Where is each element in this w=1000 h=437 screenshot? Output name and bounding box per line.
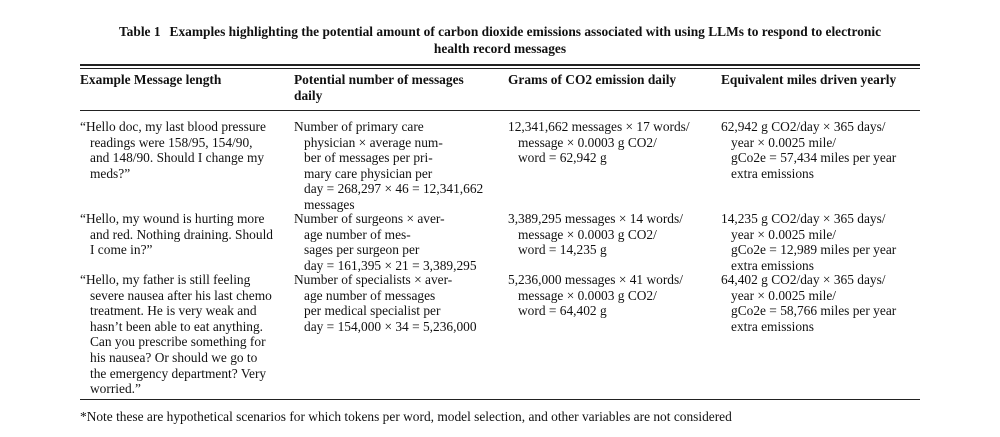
row-2-co2-daily (508, 211, 713, 258)
header-text: Equivalent miles driven yearly (721, 72, 897, 87)
cell-line: severe nausea after his last chemo (90, 287, 272, 303)
cell-line: 62,942 g CO2/day × 365 days/ (721, 119, 886, 134)
cell-line: message × 0.0003 g CO2/ (518, 287, 657, 303)
cell-line: word = 62,942 g (518, 150, 607, 166)
row-1-messages-daily (294, 119, 494, 213)
cell-line: year × 0.0025 mile/ (731, 287, 836, 303)
row-2-messages-daily (294, 211, 494, 273)
row-3-messages-daily (294, 272, 494, 334)
row-3-message (80, 272, 280, 397)
row-2-miles-yearly (721, 211, 921, 273)
cell-line: message × 0.0003 g CO2/ (518, 226, 657, 242)
cell-line: word = 64,402 g (518, 303, 607, 319)
table-bottom-rule (80, 399, 920, 400)
table-top-rule (80, 64, 920, 66)
cell-line: “Hello, my wound is hurting more (80, 211, 265, 226)
cell-line: age number of messages (304, 287, 436, 303)
cell-line: readings were 158/95, 154/90, (90, 134, 253, 150)
cell-line: Can you prescribe something for (90, 334, 266, 350)
header-text: Grams of CO2 emission daily (508, 72, 677, 87)
cell-line: age number of mes- (304, 226, 411, 242)
cell-line: gCo2e = 12,989 miles per year (731, 242, 897, 258)
cell-line: word = 14,235 g (518, 242, 607, 258)
caption-text-1: Examples highlighting the potential amount of carbon dioxide emissions associated with using LLMs to respond to electronic (169, 24, 882, 39)
cell-line: Number of surgeons × aver- (294, 211, 445, 226)
row-3-co2-daily (508, 272, 713, 319)
header-co2-emission-daily (508, 72, 713, 88)
cell-line: 14,235 g CO2/day × 365 days/ (721, 211, 886, 226)
cell-line: day = 154,000 × 34 = 5,236,000 (304, 318, 477, 334)
header-bottom-rule (80, 110, 920, 111)
caption-line-2: health record messages (433, 41, 567, 56)
cell-line: extra emissions (731, 318, 814, 334)
table-top-rule-thin (80, 68, 920, 69)
row-1-co2-daily (508, 119, 713, 166)
cell-line: his nausea? Or should we go to (90, 349, 258, 365)
cell-line: Number of specialists × aver- (294, 272, 453, 287)
cell-line: “Hello, my father is still feeling (80, 272, 251, 287)
cell-line: gCo2e = 57,434 miles per year (731, 150, 897, 166)
cell-line: per medical specialist per (304, 303, 441, 319)
cell-line: the emergency department? Very (90, 365, 267, 381)
cell-line: year × 0.0025 mile/ (731, 226, 836, 242)
cell-line: message × 0.0003 g CO2/ (518, 134, 657, 150)
cell-line: gCo2e = 58,766 miles per year (731, 303, 897, 319)
cell-line: year × 0.0025 mile/ (731, 134, 836, 150)
cell-line: and 148/90. Should I change my (90, 150, 265, 166)
cell-line: I come in?” (90, 242, 153, 258)
table-caption (80, 23, 920, 57)
table-label: Table 1 (118, 24, 161, 39)
row-2-message (80, 211, 280, 258)
cell-line: mary care physician per (304, 165, 433, 181)
caption-line-1 (80, 23, 920, 40)
cell-line: “Hello doc, my last blood pressure (80, 119, 266, 134)
header-potential-messages-daily (294, 72, 494, 104)
header-text: Example Message length (80, 72, 222, 87)
header-text: daily (294, 88, 323, 103)
cell-line: and red. Nothing draining. Should (90, 226, 273, 242)
row-1-message (80, 119, 280, 181)
cell-line: physician × average num- (304, 134, 443, 150)
cell-line: messages (304, 196, 355, 212)
cell-line: sages per surgeon per (304, 242, 420, 258)
cell-line: treatment. He is very weak and (90, 303, 257, 319)
cell-line: 64,402 g CO2/day × 365 days/ (721, 272, 886, 287)
cell-line: ber of messages per pri- (304, 150, 433, 166)
cell-line: 12,341,662 messages × 17 words/ (508, 119, 690, 134)
row-1-miles-yearly (721, 119, 921, 181)
cell-line: 5,236,000 messages × 41 words/ (508, 272, 683, 287)
header-text: Potential number of messages (294, 72, 464, 87)
cell-line: day = 161,395 × 21 = 3,389,295 (304, 257, 477, 273)
row-3-miles-yearly (721, 272, 921, 334)
cell-line: hasn’t been able to eat anything. (90, 318, 264, 334)
header-example-message-length (80, 72, 280, 88)
header-miles-driven-yearly (721, 72, 921, 88)
cell-line: Number of primary care (294, 119, 424, 134)
cell-line: extra emissions (731, 165, 814, 181)
cell-line: worried.” (90, 381, 141, 397)
table-footnote: *Note these are hypothetical scenarios for which tokens per word, model selection, and other variables are not considered (80, 409, 732, 424)
cell-line: day = 268,297 × 46 = 12,341,662 (304, 181, 484, 197)
cell-line: extra emissions (731, 257, 814, 273)
cell-line: meds?” (90, 165, 131, 181)
cell-line: 3,389,295 messages × 14 words/ (508, 211, 683, 226)
